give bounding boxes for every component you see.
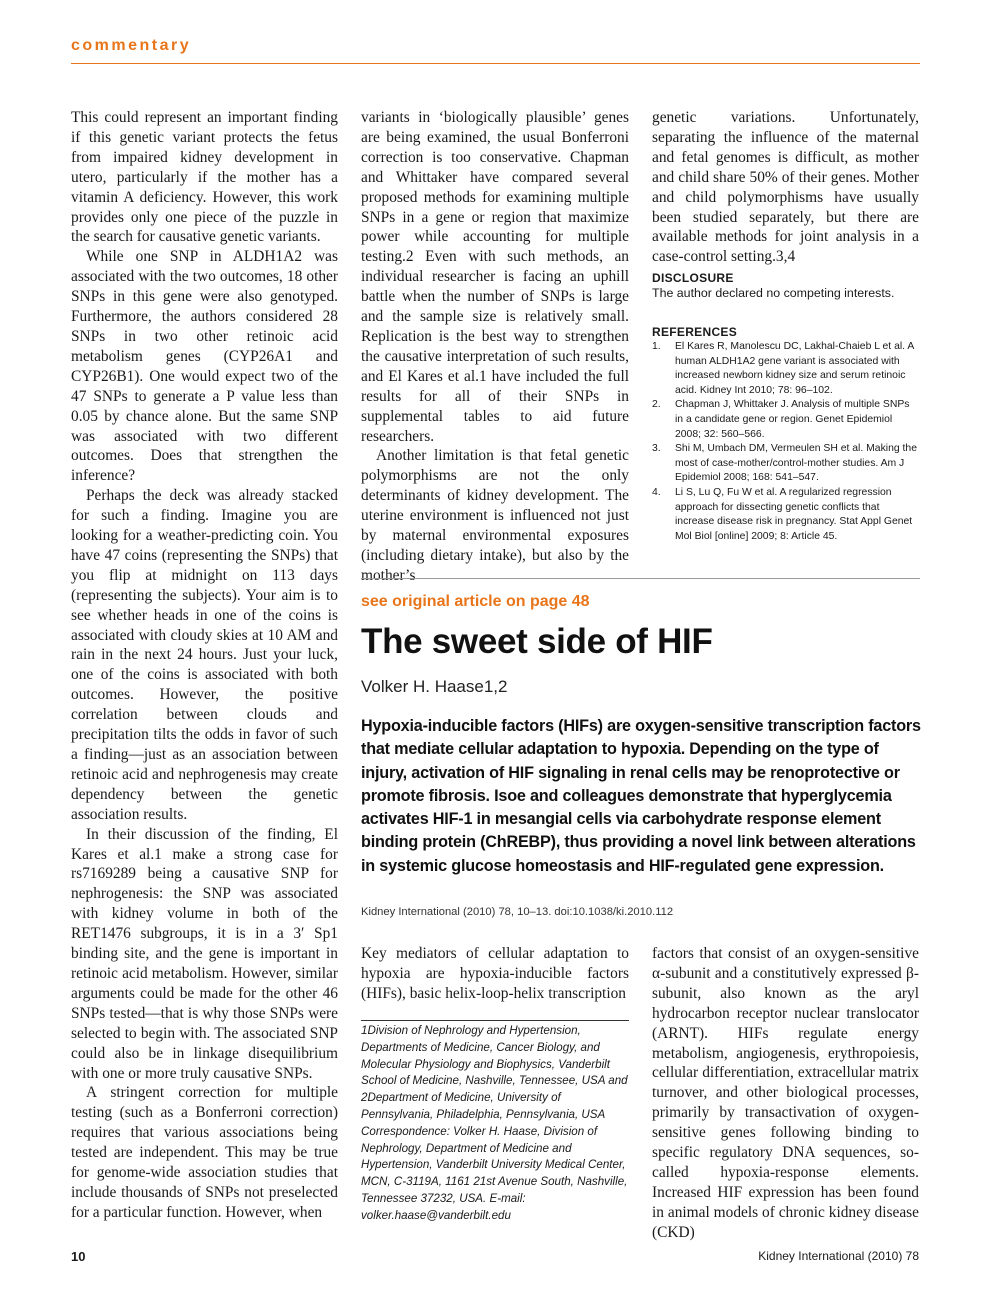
- footnote-rule: [361, 1020, 629, 1021]
- reference-text: Chapman J, Whittaker J. Analysis of multiple SNPs in a candidate gene or region. Genet Epidemiol 2008; 32: 560–566.: [675, 399, 910, 440]
- reference-list: [652, 340, 920, 544]
- section-divider: [361, 578, 920, 579]
- reference-item: [652, 340, 920, 398]
- article-body-column-2: [361, 944, 629, 1004]
- reference-item: [652, 398, 920, 442]
- article-author: Volker H. Haase1,2: [361, 677, 508, 696]
- paragraph: This could represent an important finding if this genetic variant protects the fetus from impaired kidney development in utero, particularly if the mother has a vitamin A deficiency. However, this work provides only one piece of the puzzle in the search for causative genetic variants.: [71, 109, 338, 246]
- paragraph: A stringent correction for multiple testing (such as a Bonferroni correction) requires that various associations being tested are independent. This may be true for genome-wide association studies that include thousands of SNPs not preselected for a particular function. However, when: [71, 1084, 338, 1221]
- paragraph: While one SNP in ALDH1A2 was associated with the two outcomes, 18 other SNPs in this gene were also genotyped. Furthermore, the authors considered 28 SNPs in two other retinoic acid metabolism genes (CYP26A1 and CYP26B1). One would expect two of the 47 SNPs to generate a P value less than 0.05 by chance alone. But the same SNP was associated with two different outcomes. Does that strengthen the inference?: [71, 248, 338, 485]
- reference-item: [652, 442, 920, 486]
- see-original-article-link[interactable]: see original article on page 48: [361, 593, 590, 610]
- reference-number: 1.: [652, 341, 661, 352]
- reference-text: Li S, Lu Q, Fu W et al. A regularized regression approach for dissecting genetic conflicts that increase disease risk in pregnancy. Stat Appl Genet Mol Biol [online] 2009; 8: Article 45.: [675, 486, 913, 542]
- paragraph: genetic variations. Unfortunately, separating the influence of the maternal and fetal genomes is difficult, as mother and child share 50% of their genes. Mother and child polymorphisms have usually been studied separately, but there are available methods for joint analysis in a case-control setting.3,4: [652, 109, 919, 266]
- reference-number: 2.: [652, 399, 661, 411]
- paragraph: factors that consist of an oxygen-sensitive α-subunit and a constitutively expressed β-subunit, also known as the aryl hydrocarbon receptor nuclear translocator (ARNT). HIFs regulate energy metabolism, angiogenesis, erythropoiesis, cellular differentiation, extracellular matrix turnover, and other biological processes, primarily by transactivation of oxygen-sensitive genes following binding to specific regulatory DNA sequences, so-called hypoxia-response elements. Increased HIF expression has been found in animal models of chronic kidney disease (CKD): [652, 945, 919, 1241]
- journal-footer: Kidney International (2010) 78: [758, 1249, 919, 1263]
- column-2: [361, 108, 629, 586]
- article-body-column-3: [652, 944, 919, 1243]
- disclosure-text: The author declared no competing interests.: [652, 286, 895, 300]
- column-1: [71, 108, 338, 1223]
- reference-item: [652, 486, 920, 544]
- article-title: The sweet side of HIF: [361, 622, 713, 661]
- paragraph: In their discussion of the finding, El Kares et al.1 make a strong case for rs7169289 being a causative SNP for nephrogenesis: the SNP was associated with kidney volume in both of the RET1476 subgroups, it is in a 3′ Sp1 binding site, and the gene is important in retinoic acid metabolism. However, similar arguments could be made for the other 46 SNPs tested—that is why those SNPs were selected to begin with. The associated SNP could also be in linkage disequilibrium with one or more truly causative SNPs.: [71, 825, 338, 1082]
- disclosure-heading: DISCLOSURE: [652, 271, 734, 285]
- page-number: 10: [71, 1249, 86, 1264]
- reference-text: Shi M, Umbach DM, Vermeulen SH et al. Making the most of case-mother/control-mother studies. Am J Epidemiol 2008; 168: 541–547.: [675, 443, 917, 484]
- section-header-label: commentary: [71, 37, 192, 54]
- paragraph: Perhaps the deck was already stacked for such a finding. Imagine you are looking for a weather-predicting coin. You have 47 coins (representing the SNPs) that you flip at midnight on 113 days (representing the subjects). Your aim is to see whether heads in one of the coins is associated with cloudy skies at 10 AM and rain in the next 24 hours. Just your luck, one of the coins is associated with both outcomes. However, the positive correlation between clouds and precipitation tilts the odds in favor of such a finding—just as an association between retinoic acid and nephrogenesis may create dependency between the genetic association results.: [71, 487, 338, 823]
- reference-number: 3.: [652, 443, 661, 455]
- reference-number: 4.: [652, 486, 661, 498]
- column-3: [652, 108, 919, 267]
- article-abstract: Hypoxia-inducible factors (HIFs) are oxygen-sensitive transcription factors that mediate cellular adaptation to hypoxia. Depending on the type of injury, activation of HIF signaling in renal cells may be renoprotective or promote fibrosis. Isoe and colleagues demonstrate that hyperglycemia activates HIF-1 in mesangial cells via carbohydrate response element binding protein (ChREBP), thus providing a novel link between alterations in systemic glucose homeostasis and HIF-regulated gene expression.: [361, 717, 921, 875]
- header-rule: [71, 63, 920, 64]
- paragraph: Another limitation is that fetal genetic polymorphisms are not the only determinants of kidney development. The uterine environment is influenced not just by maternal environmental exposures (including dietary intake), but also by the mother’s: [361, 447, 629, 584]
- reference-text: El Kares R, Manolescu DC, Lakhal-Chaieb L et al. A human ALDH1A2 gene variant is associated with increased newborn kidney size and serum retinoic acid. Kidney Int 2010; 78: 96–102.: [675, 341, 914, 396]
- paragraph: variants in ‘biologically plausible’ genes are being examined, the usual Bonferroni correction is too conservative. Chapman and Whittaker have compared several proposed methods for examining multiple SNPs in a gene or region that maximize power while accounting for multiple testing.2 Even with such methods, an individual researcher is facing an uphill battle when the number of SNPs is large and the sample size is relatively small. Replication is the best way to strengthen the causative interpretation of such results, and El Kares et al.1 have included the full results for all of their SNPs in supplemental tables to aid future researchers.: [361, 109, 629, 445]
- paragraph: Key mediators of cellular adaptation to hypoxia are hypoxia-inducible factors (HIFs), basic helix-loop-helix transcription: [361, 945, 629, 1002]
- article-citation: Kidney International (2010) 78, 10–13. doi:10.1038/ki.2010.112: [361, 906, 674, 918]
- references-heading: REFERENCES: [652, 325, 738, 339]
- affiliation-footnote: 1Division of Nephrology and Hypertension, Departments of Medicine, Cancer Biology, and Molecular Physiology and Biophysics, Vanderbilt School of Medicine, Nashville, Tennessee, USA and 2Department of Medicine, University of Pennsylvania, Philadelphia, Pennsylvania, USA Correspondence: Volker H. Haase, Division of Nephrology, Department of Medicine and Hypertension, Vanderbilt University Medical Center, MCN, C-3119A, 1161 21st Avenue South, Nashville, Tennessee 37232, USA. E-mail: volker.haase@vanderbilt.edu: [361, 1024, 628, 1222]
